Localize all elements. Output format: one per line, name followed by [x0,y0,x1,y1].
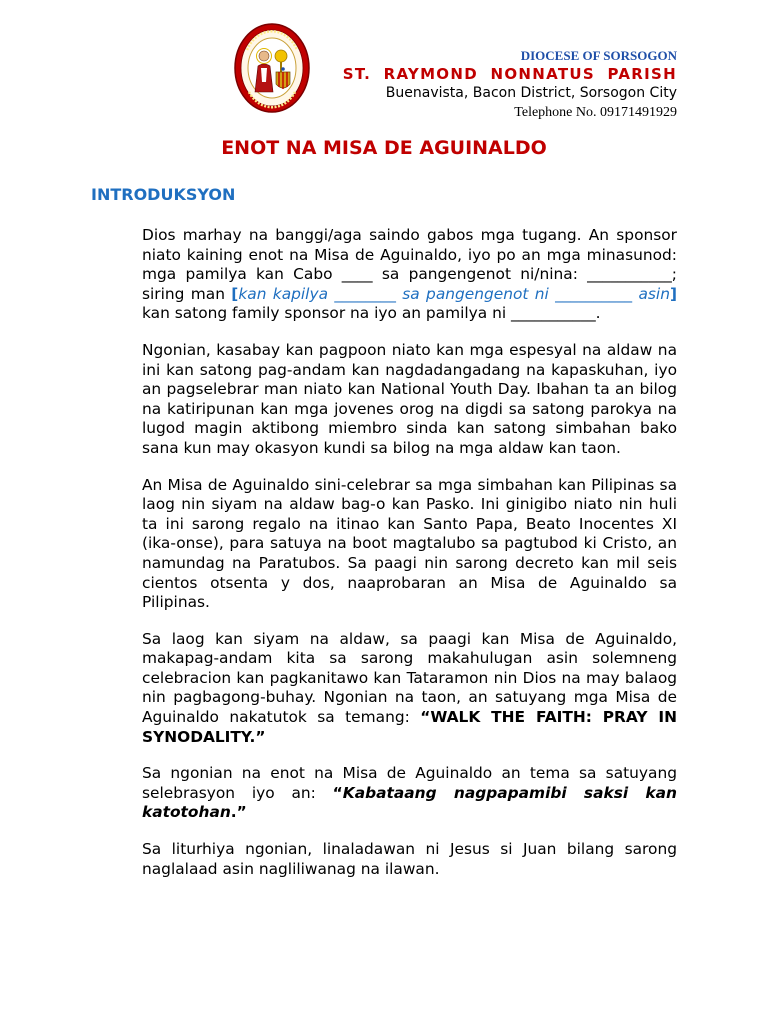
celebration-theme: Kabataang nagpapamibi saksi kan katotohan [142,783,677,822]
paragraph-2: Ngonian, kasabay kan pagpoon niato kan mga espesyal na aldaw na ini kan satong pag-andam kan nagdadangadang na kapaskuhan, iyo an pagselebrar man niato kan National Youth Day. Ibahan ta an bilog na katiripunan kan mga jovenes orog na digdi sa satong parokya na lugod magin aktibong miembro sinda kan satong simbahan bako sana kun may okasyon kundi sa bilog na mga aldaw kan taon. [142,340,677,457]
document-body [142,226,677,896]
theme-text: “WALK THE FAITH: PRAY IN SYNODALITY.” [142,708,677,746]
chapel-placeholder: kan kapilya ________ sa pangengenot ni __________ asin [238,284,670,303]
paragraph-3: An Misa de Aguinaldo sini-celebrar sa mga simbahan kan Pilipinas sa laog nin siyam na aldaw bag-o kan Pasko. Ini ginigibo niato nin huli ta ini sarong regalo na itinao kan Santo Papa, Beato Inocentes XI (ika-onse), para satuya na boot magtalubo sa pagtubod ki Cristo, an namundag na Paratubos. Sa paagi nin sarong decreto kan mil seis cientos otsenta y dos, naaprobaran an Misa de Aguinaldo sa Pilipinas. [142,475,677,612]
paragraph-1: Dios marhay na banggi/aga saindo gabos mga tugang. An sponsor niato kaining enot na Misa de Aguinaldo, iyo po an mga minasunod: mga pamilya kan Cabo ____ sa pangengenot ni/nina: ___________; siring man [kan kapilya ________ sa pangengenot ni __________ asin] kan satong family sponsor na iyo an pamilya ni ___________. [142,226,677,323]
parish-letterhead [343,47,677,122]
parish-seal-logo [233,22,311,114]
diocese-name: DIOCESE OF SORSOGON [520,48,677,63]
parish-name: ST. RAYMOND NONNATUS PARISH [342,65,677,83]
document-title: ENOT NA MISA DE AGUINALDO [221,137,547,159]
paragraph-5: Sa ngonian na enot na Misa de Aguinaldo an tema sa satuyang selebrasyon iyo an: “Kabataang nagpapamibi saksi kan katotohan.” [142,764,677,822]
parish-phone: Telephone No. 09171491929 [514,105,677,120]
paragraph-4: Sa laog kan siyam na aldaw, sa paagi kan Misa de Aguinaldo, makapag-andam kita sa sarong makahulugan asin solemneng celebracion kan pagkanitawo kan Tataramon nin Dios na may balaog nin pagbagong-buhay. Ngonian na taon, an satuyang mga Misa de Aguinaldo nakatutok sa temang: “WALK THE FAITH: PRAY IN SYNODALITY.” [142,629,677,746]
paragraph-6: Sa liturhiya ngonian, linaladawan ni Jesus si Juan bilang sarong naglalaad asin nagliliwanag na ilawan. [142,840,677,878]
parish-address: Buenavista, Bacon District, Sorsogon City [385,85,677,101]
section-heading: INTRODUKSYON [91,185,236,204]
